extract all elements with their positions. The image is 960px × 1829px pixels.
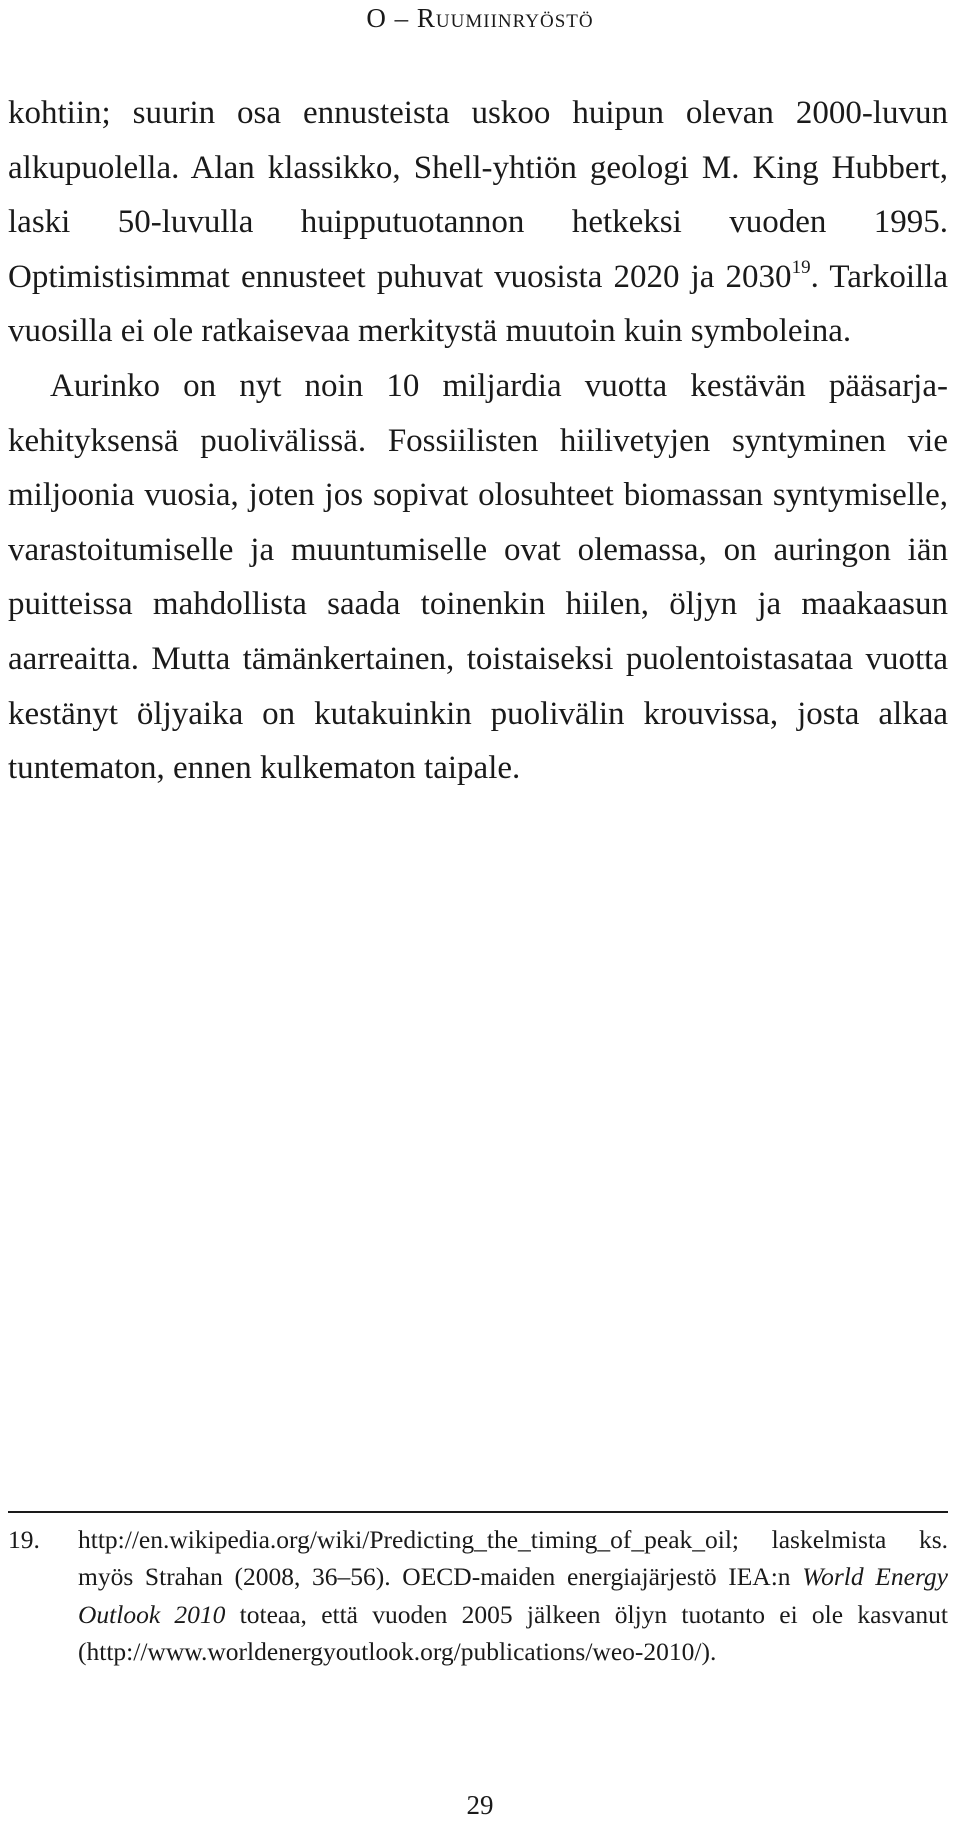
paragraph-2: Aurinko on nyt noin 10 miljardia vuotta kestävän pääsarjakehityksensä puolivälissä. Fossiilisten hiilivetyjen syntyminen vie miljoonia vuosia, joten jos sopivat olosuhteet biomassan syntymiselle, varastoitumiselle ja muuntumiselle ovat olemassa, on auringon iän puitteissa mahdollista saada toinenkin hiilen, öljyn ja maakaasun aarreaitta. Mutta tämänkertainen, toistaiseksi puolentoistasataa vuotta kestänyt öljyaika on kutakuinkin puolivälin krouvissa, josta alkaa tuntematon, ennen kulkematon taipale. [8,367,948,787]
footnote-text-a: http://en.wikipedia.org/wiki/Predicting_the_timing_of_peak_oil; laskelmista ks. myös Strahan (2008, 36–56). OECD-maiden energiajärjestö IEA:n [78,1525,948,1592]
footnote-title-italic: World Energy Outlook 2010 [78,1562,948,1629]
footnote-number: 19. [8,1525,40,1554]
footnote-19 [8,1521,948,1671]
footnote-text [78,1521,948,1671]
footnote-text-b: toteaa, että vuoden 2005 jälkeen öljyn tuotanto ei ole kasvanut (http://www.worldenergyoutlook.org/publications/weo-2010/). [78,1599,948,1667]
running-head: O – Ruumiinryöstö [366,3,594,33]
footnote-divider [8,1511,948,1513]
paragraph-1-text-b: . Tarkoilla vuosilla ei ole ratkaisevaa merkitystä muutoin kuin symboleina. [8,258,948,350]
paragraph-1-text-a: kohtiin; suurin osa ennusteista uskoo huipun olevan 2000-luvun alkupuolella. Alan klassikko, Shell-yhtiön geologi M. King Hubbert, laski 50-luvulla huipputuotannon hetkeksi vuoden 1995. Optimistisimmat ennusteet puhuvat vuosista 2020 ja 2030 [8,95,948,295]
footnote-reference: 19 [791,256,811,278]
page-number: 29 [466,1790,494,1820]
body-text [8,86,948,796]
paragraph-1 [8,86,948,359]
